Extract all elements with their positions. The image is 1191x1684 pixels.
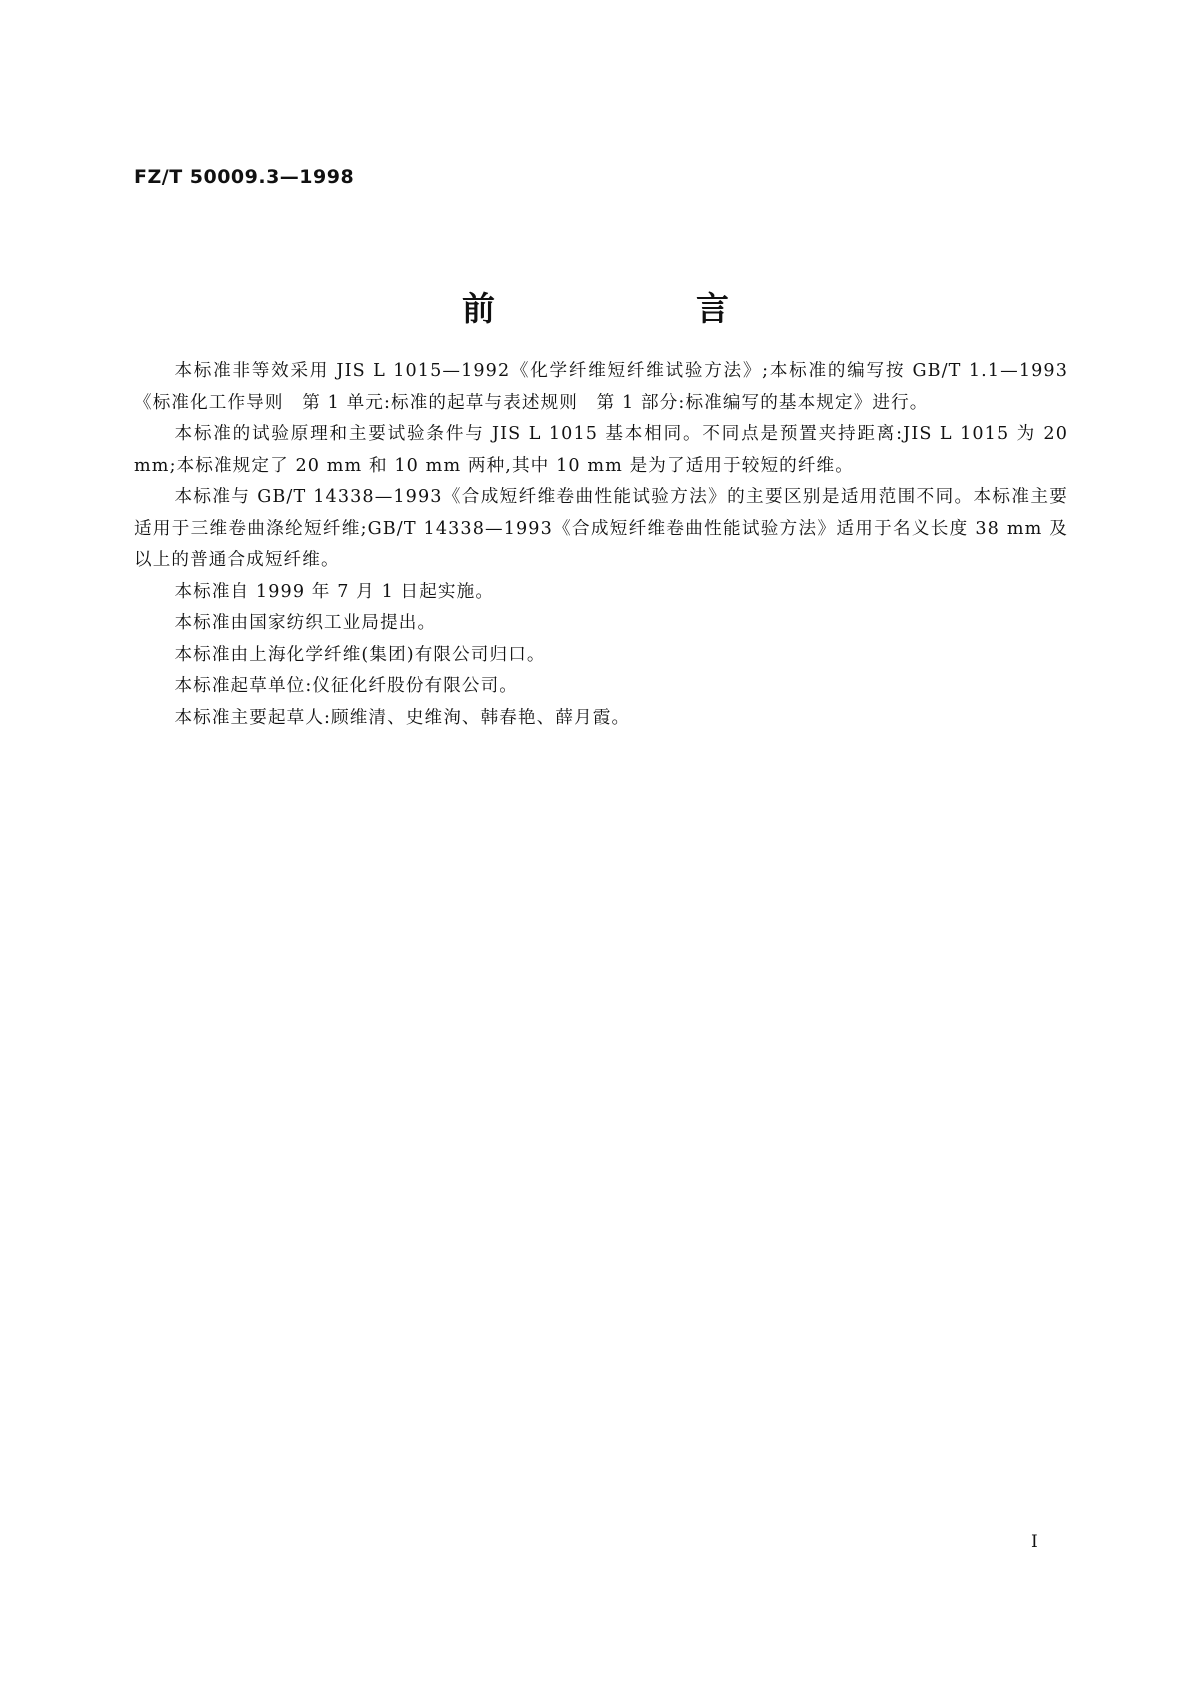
paragraph: 本标准的试验原理和主要试验条件与 JIS L 1015 基本相同。不同点是预置夹持距离:JIS L 1015 为 20 mm;本标准规定了 20 mm 和 10 mm 两种,其中 10 mm 是为了适用于较短的纤维。	[134, 424, 1068, 476]
standard-number: FZ/T 50009.3—1998	[134, 166, 355, 188]
paragraph: 本标准非等效采用 JIS L 1015—1992《化学纤维短纤维试验方法》;本标准的编写按 GB/T 1.1—1993《标准化工作导则 第 1 单元:标准的起草与表述规则 第 1 部分:标准编写的基本规定》进行。	[134, 361, 1068, 413]
page-title: 前 言	[462, 289, 813, 328]
paragraph: 本标准起草单位:仪征化纤股份有限公司。	[174, 676, 518, 696]
paragraph: 本标准由上海化学纤维(集团)有限公司归口。	[174, 644, 546, 665]
paragraph: 本标准自 1999 年 7 月 1 日起实施。	[174, 581, 495, 602]
paragraph: 本标准与 GB/T 14338—1993《合成短纤维卷曲性能试验方法》的主要区别是适用范围不同。本标准主要适用于三维卷曲涤纶短纤维;GB/T 14338—1993《合成短纤维卷曲性能试验方法》适用于名义长度 38 mm 及以上的普通合成短纤维。	[134, 487, 1068, 570]
paragraph: 本标准主要起草人:顾维清、史维洵、韩春艳、薛月霞。	[174, 707, 631, 728]
foreword-body	[134, 356, 1068, 734]
page-number: I	[1031, 1532, 1038, 1552]
paragraph: 本标准由国家纺织工业局提出。	[174, 613, 437, 633]
